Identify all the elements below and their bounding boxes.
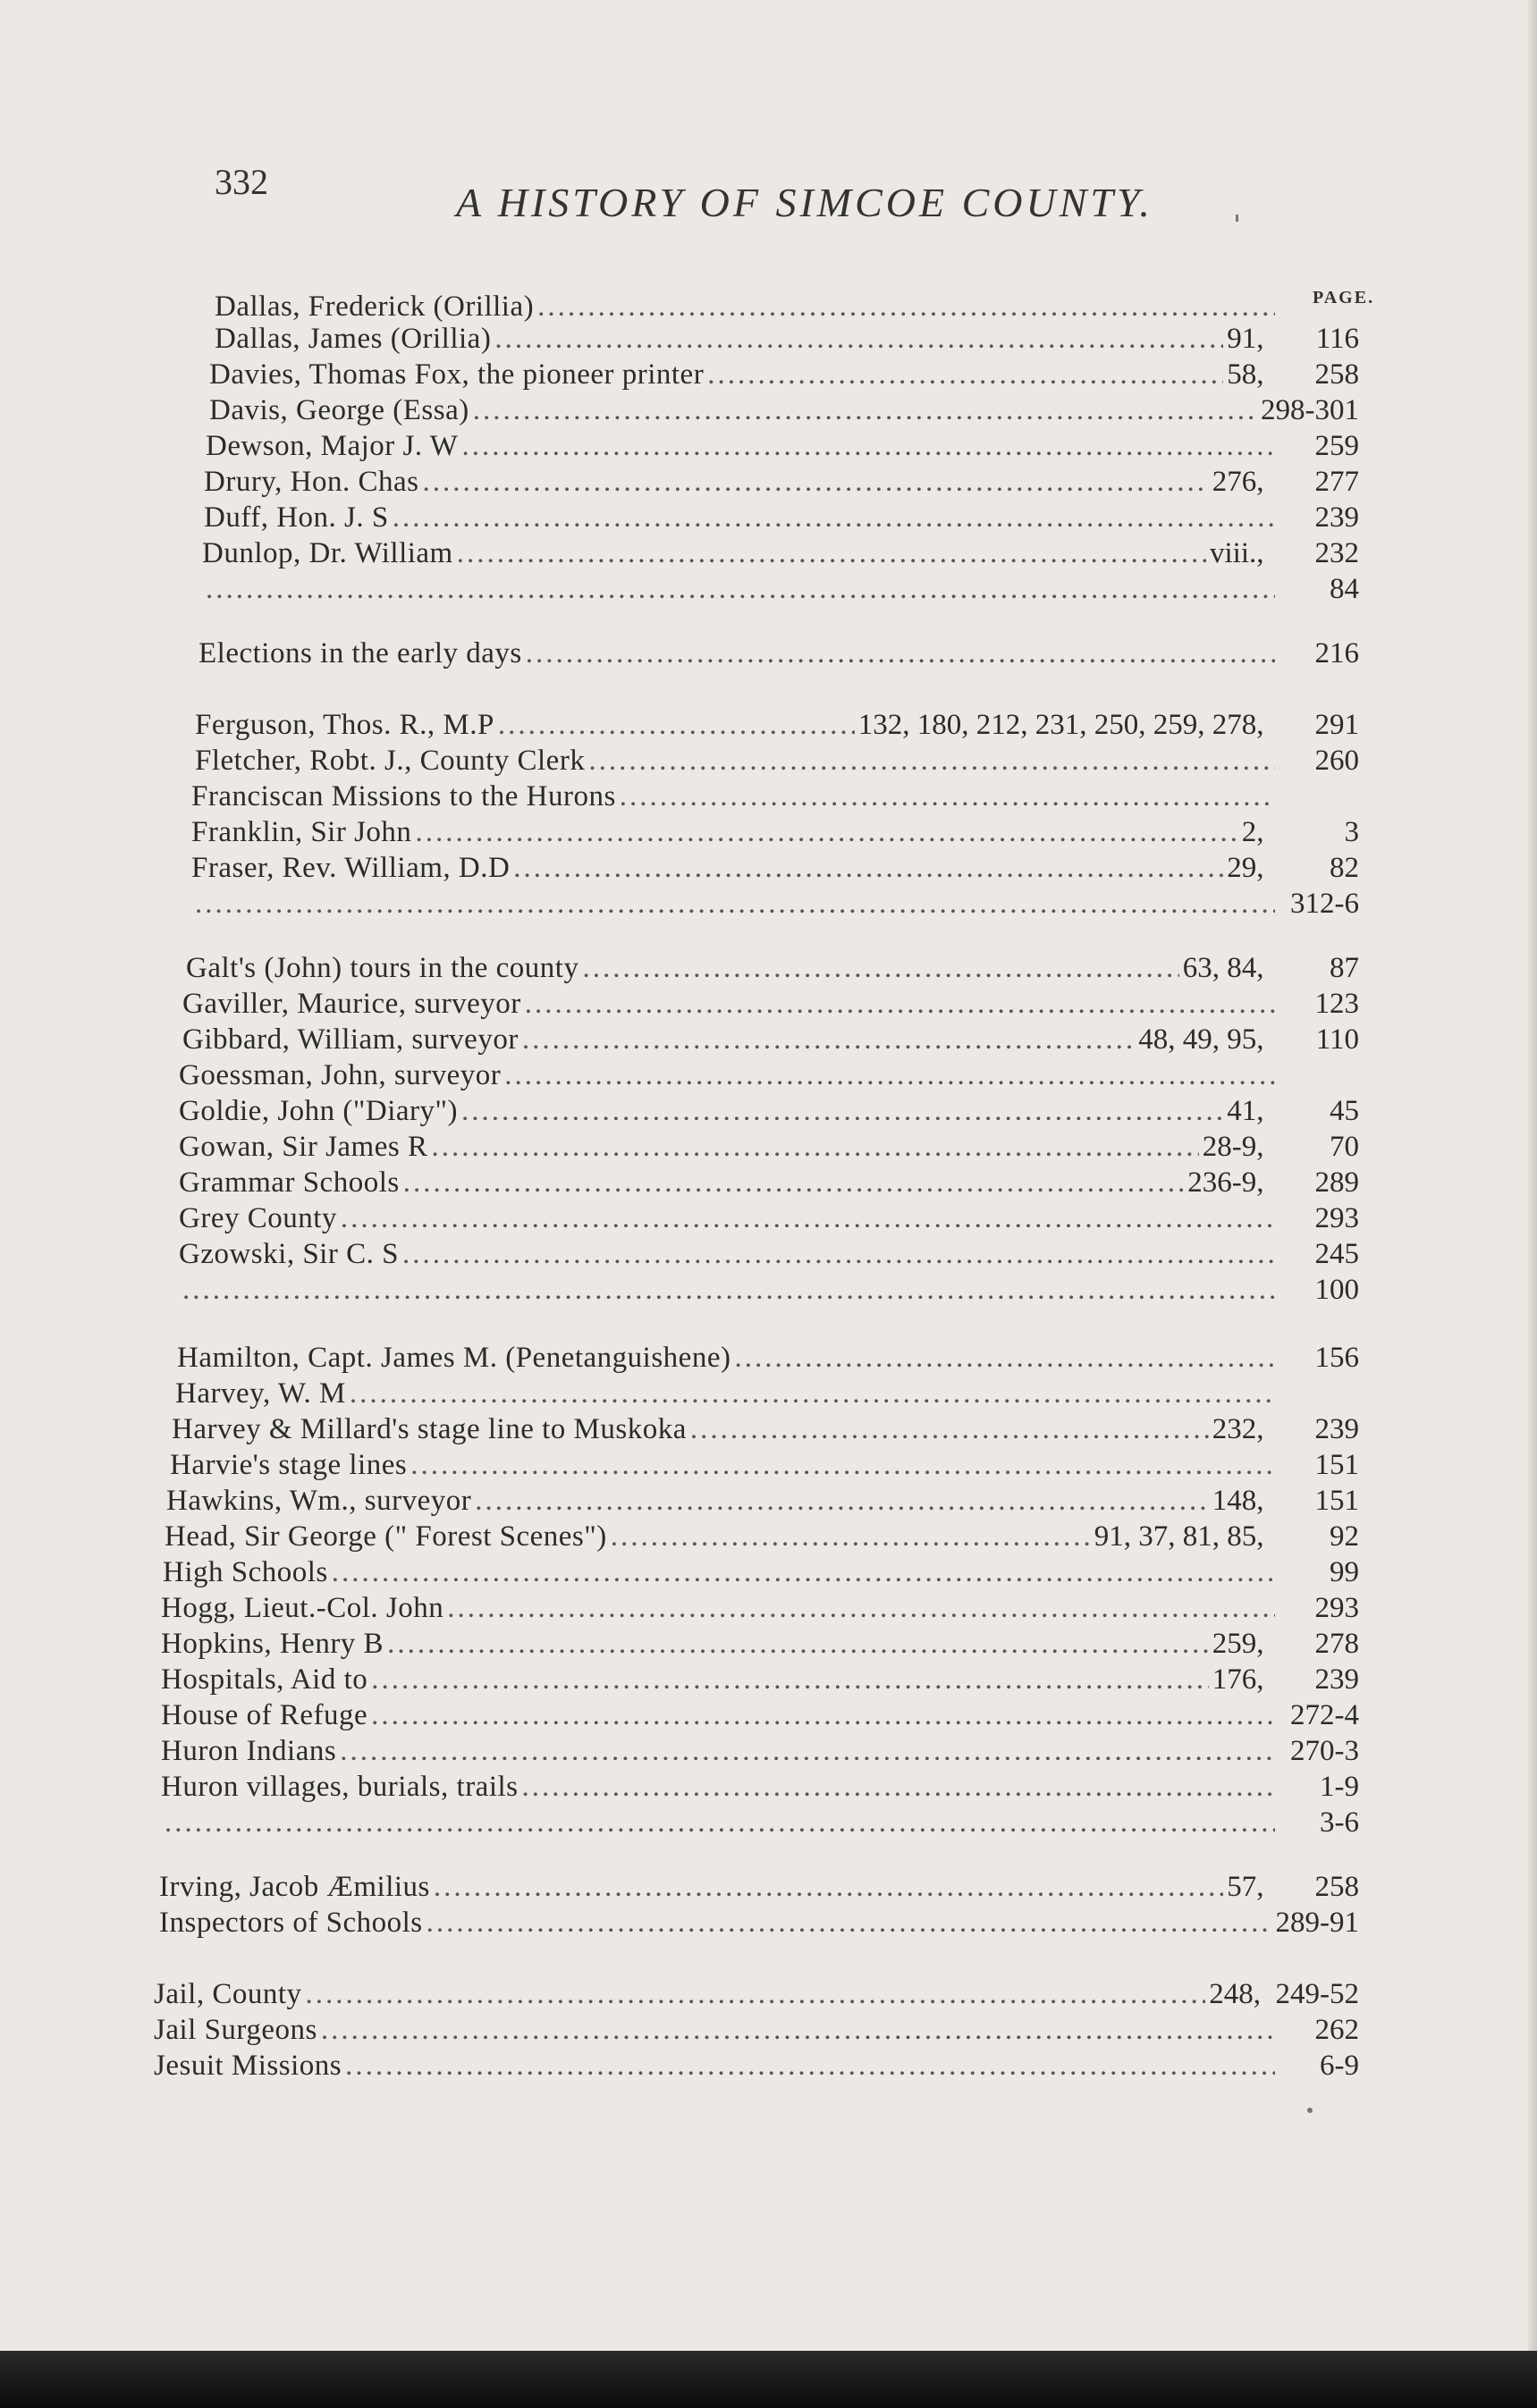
dot-leader <box>461 1092 1223 1130</box>
dot-leader <box>734 1339 1275 1377</box>
index-entry <box>166 1482 1359 1520</box>
entry-page: 239 <box>1314 1663 1359 1696</box>
entry-name: Ferguson, Thos. R., M.P <box>195 709 494 741</box>
index-entry <box>161 1697 1359 1734</box>
index-entry <box>179 1271 1359 1309</box>
index-entry <box>161 1661 1359 1698</box>
entry-page: 293 <box>1314 1202 1359 1234</box>
index-entry <box>163 1553 1359 1591</box>
index-entry <box>161 1732 1359 1770</box>
dot-leader <box>321 2011 1275 2049</box>
entry-page-refs: 29, <box>1227 852 1279 884</box>
index-entry <box>209 356 1359 393</box>
dot-leader <box>423 463 1209 501</box>
entry-page: 151 <box>1314 1449 1359 1481</box>
entry-page-refs: 259, <box>1212 1628 1279 1660</box>
index-entry <box>172 1410 1359 1448</box>
entry-page: 1-9 <box>1320 1771 1359 1803</box>
dot-leader <box>350 1375 1275 1412</box>
entry-name: Huron Indians <box>161 1735 337 1767</box>
dot-leader <box>431 1128 1198 1166</box>
dot-leader <box>498 706 855 744</box>
dot-leader <box>473 392 1257 429</box>
entry-page: 289-91 <box>1275 1907 1359 1939</box>
entry-name: Hospitals, Aid to <box>161 1663 368 1696</box>
entry-name: Gibbard, William, surveyor <box>182 1023 519 1056</box>
entry-page: 277 <box>1314 466 1359 498</box>
index-entry <box>191 813 1359 851</box>
dot-leader <box>588 742 1275 779</box>
entry-name: Dallas, James (Orillia) <box>215 323 492 355</box>
entry-name: Duff, Hon. J. S <box>204 501 389 534</box>
dot-leader <box>504 1057 1275 1094</box>
entry-page-refs: 148, <box>1212 1485 1279 1517</box>
entry-name: Davies, Thomas Fox, the pioneer printer <box>209 358 705 391</box>
entry-page: 258 <box>1314 1871 1359 1903</box>
dot-leader <box>393 499 1275 536</box>
entry-page-refs: 232, <box>1212 1413 1279 1445</box>
entry-name: Goessman, John, surveyor <box>179 1059 502 1091</box>
index-entry <box>159 1904 1359 1941</box>
entry-page: 151 <box>1314 1485 1359 1517</box>
entry-page-refs: 91, <box>1227 323 1279 355</box>
entry-page: 87 <box>1330 952 1359 984</box>
entry-page-refs: 276, <box>1212 466 1279 498</box>
index-entry <box>191 885 1359 922</box>
entry-page: 258 <box>1314 358 1359 391</box>
dot-leader <box>707 356 1223 393</box>
index-entry <box>159 1868 1359 1906</box>
entry-page: 293 <box>1314 1592 1359 1624</box>
entry-name: Gowan, Sir James R <box>179 1131 428 1163</box>
entry-name: Grey County <box>179 1202 337 1234</box>
entry-page: 110 <box>1315 1023 1359 1056</box>
entry-page: 259 <box>1314 430 1359 462</box>
index-entry <box>204 463 1359 501</box>
entry-page: 156 <box>1314 1342 1359 1374</box>
entry-name: Hogg, Lieut.-Col. John <box>161 1592 444 1624</box>
dot-leader <box>387 1625 1209 1663</box>
entry-name: Huron villages, burials, trails <box>161 1771 519 1803</box>
entry-name: Irving, Jacob Æmilius <box>159 1871 430 1903</box>
dot-leader <box>434 1868 1223 1906</box>
index-entry <box>179 1092 1359 1130</box>
dot-leader <box>690 1410 1209 1448</box>
index-entry <box>202 535 1359 572</box>
entry-name: Fletcher, Robt. J., County Clerk <box>195 745 586 777</box>
index-entry <box>209 392 1359 429</box>
entry-name: Dallas, Frederick (Orillia) <box>215 290 535 323</box>
index-entry <box>179 1164 1359 1201</box>
entry-page: 262 <box>1314 2014 1359 2046</box>
entry-page: 278 <box>1314 1628 1359 1660</box>
entry-name: Fraser, Rev. William, D.D <box>191 852 511 884</box>
entry-page: 3 <box>1344 816 1359 848</box>
entry-name: Gaviller, Maurice, surveyor <box>182 988 521 1020</box>
entry-name: Dunlop, Dr. William <box>202 537 453 569</box>
entry-page: 3-6 <box>1320 1806 1359 1839</box>
entry-page-refs: 248, <box>1209 1978 1276 2010</box>
dot-leader <box>447 1589 1275 1627</box>
entry-name: Hawkins, Wm., surveyor <box>166 1485 472 1517</box>
index-entry <box>179 1057 1359 1094</box>
dot-leader <box>494 320 1223 358</box>
entry-page-refs: 2, <box>1241 816 1279 848</box>
entry-page-refs: 41, <box>1227 1095 1279 1127</box>
dot-leader <box>611 1518 1091 1555</box>
dot-leader <box>522 1021 1135 1058</box>
entry-page-refs: 48, 49, 95, <box>1138 1023 1279 1056</box>
entry-page: 289 <box>1314 1166 1359 1199</box>
index-entry <box>179 1128 1359 1166</box>
index-entry <box>191 778 1359 815</box>
entry-page-refs: 91, 37, 81, 85, <box>1094 1520 1279 1553</box>
dot-leader <box>371 1661 1208 1698</box>
entry-page: 84 <box>1330 573 1359 605</box>
dot-leader <box>402 1235 1275 1273</box>
dot-leader <box>410 1446 1275 1484</box>
index-entry <box>175 1375 1359 1412</box>
entry-page-refs: viii., <box>1209 537 1279 569</box>
dot-leader <box>182 1271 1275 1309</box>
dot-leader <box>426 1904 1272 1941</box>
index-entry <box>161 1589 1359 1627</box>
entry-page: 312-6 <box>1290 888 1359 920</box>
entry-page: 272-4 <box>1290 1699 1359 1731</box>
entry-page: 270-3 <box>1290 1735 1359 1767</box>
entry-page: 298-301 <box>1261 394 1359 426</box>
index-entry <box>186 949 1359 987</box>
entry-name: Dewson, Major J. W <box>206 430 459 462</box>
dot-leader <box>525 985 1275 1023</box>
entry-page-refs: 28-9, <box>1202 1131 1279 1163</box>
scan-background <box>0 2351 1537 2408</box>
entry-name: Hamilton, Capt. James M. (Penetanguishene) <box>177 1342 731 1374</box>
dot-leader <box>513 849 1223 887</box>
entry-name: Jail Surgeons <box>154 2014 317 2046</box>
dot-leader <box>461 427 1275 465</box>
index-entry <box>170 1446 1359 1484</box>
entry-page: 82 <box>1330 852 1359 884</box>
index-entry <box>165 1518 1359 1555</box>
entry-name: Jesuit Missions <box>154 2050 342 2082</box>
entry-name: Jail, County <box>154 1978 302 2010</box>
entry-name: Head, Sir George (" Forest Scenes") <box>165 1520 607 1553</box>
dot-leader <box>332 1553 1275 1591</box>
dot-leader <box>403 1164 1185 1201</box>
index-entry <box>154 1975 1359 2013</box>
entry-name: Franklin, Sir John <box>191 816 412 848</box>
entry-name: Drury, Hon. Chas <box>204 466 419 498</box>
index-entry <box>206 427 1359 465</box>
entry-name: Grammar Schools <box>179 1166 400 1199</box>
index-entry <box>161 1625 1359 1663</box>
entry-page: 260 <box>1314 745 1359 777</box>
entry-page: 239 <box>1314 501 1359 534</box>
dot-leader <box>620 778 1275 815</box>
entry-page: 45 <box>1330 1095 1359 1127</box>
running-head: A HISTORY OF SIMCOE COUNTY. <box>456 180 1153 225</box>
entry-page: 70 <box>1330 1131 1359 1163</box>
entry-name: Davis, George (Essa) <box>209 394 469 426</box>
index-entry <box>202 570 1359 608</box>
entry-name: Harvie's stage lines <box>170 1449 408 1481</box>
dot-leader <box>526 635 1275 672</box>
dot-leader <box>371 1697 1275 1734</box>
entry-page: 116 <box>1315 323 1359 355</box>
index-entry <box>198 635 1359 672</box>
entry-page-refs: 63, 84, <box>1182 952 1279 984</box>
dot-leader <box>165 1804 1275 1841</box>
ink-speck <box>1307 2108 1313 2113</box>
dot-leader <box>341 1200 1275 1237</box>
entry-name: House of Refuge <box>161 1699 368 1731</box>
index-entry <box>154 2011 1359 2049</box>
dot-leader <box>206 570 1275 608</box>
dot-leader <box>457 535 1206 572</box>
dot-leader <box>522 1768 1275 1806</box>
entry-page: 216 <box>1314 637 1359 669</box>
index-entry <box>177 1339 1359 1377</box>
dot-leader <box>582 949 1178 987</box>
page-edge-shadow <box>1528 0 1537 2351</box>
dot-leader <box>415 813 1237 851</box>
index-entry <box>179 1200 1359 1237</box>
index-entry <box>191 849 1359 887</box>
entry-page: 291 <box>1314 709 1359 741</box>
index-entry <box>161 1804 1359 1841</box>
entry-page-refs: 57, <box>1227 1871 1279 1903</box>
entry-page: 232 <box>1314 537 1359 569</box>
entry-page: 239 <box>1314 1413 1359 1445</box>
entry-page: 6-9 <box>1320 2050 1359 2082</box>
entry-page-refs: 132, 180, 212, 231, 250, 259, 278, <box>857 709 1279 741</box>
entry-page-refs: 236-9, <box>1187 1166 1279 1199</box>
entry-page-refs: 58, <box>1227 358 1279 391</box>
entry-page: 99 <box>1330 1556 1359 1588</box>
dot-leader <box>340 1732 1275 1770</box>
entry-page: 249-52 <box>1275 1978 1359 2010</box>
index-entry <box>204 499 1359 536</box>
index-entry <box>161 1768 1359 1806</box>
printer-mark <box>1236 215 1238 222</box>
entry-page: 92 <box>1330 1520 1359 1553</box>
index-entry <box>195 742 1359 779</box>
dot-leader <box>195 885 1275 922</box>
entry-name: Inspectors of Schools <box>159 1907 423 1939</box>
dot-leader <box>475 1482 1208 1520</box>
entry-page: 123 <box>1314 988 1359 1020</box>
entry-name: Harvey & Millard's stage line to Muskoka <box>172 1413 687 1445</box>
entry-name: Hopkins, Henry B <box>161 1628 384 1660</box>
entry-name: Gzowski, Sir C. S <box>179 1238 399 1270</box>
index-entry <box>154 2047 1359 2084</box>
entry-name: Goldie, John ("Diary") <box>179 1095 458 1127</box>
entry-name: Galt's (John) tours in the county <box>186 952 579 984</box>
entry-name: Elections in the early days <box>198 637 522 669</box>
dot-leader <box>345 2047 1275 2084</box>
page-number: 332 <box>215 162 268 202</box>
entry-page-refs: 176, <box>1212 1663 1279 1696</box>
entry-name: Franciscan Missions to the Hurons <box>191 780 616 812</box>
page-column-heading: PAGE. <box>1313 288 1375 307</box>
index-entry <box>215 320 1359 358</box>
index-entry <box>195 706 1359 744</box>
dot-leader <box>306 1975 1206 2013</box>
index-entry <box>179 1235 1359 1273</box>
entry-name: Harvey, W. M <box>175 1377 346 1410</box>
entry-name: High Schools <box>163 1556 328 1588</box>
entry-page: 245 <box>1314 1238 1359 1270</box>
index-entry <box>182 985 1359 1023</box>
index-entry <box>182 1021 1359 1058</box>
entry-page: 100 <box>1314 1274 1359 1306</box>
